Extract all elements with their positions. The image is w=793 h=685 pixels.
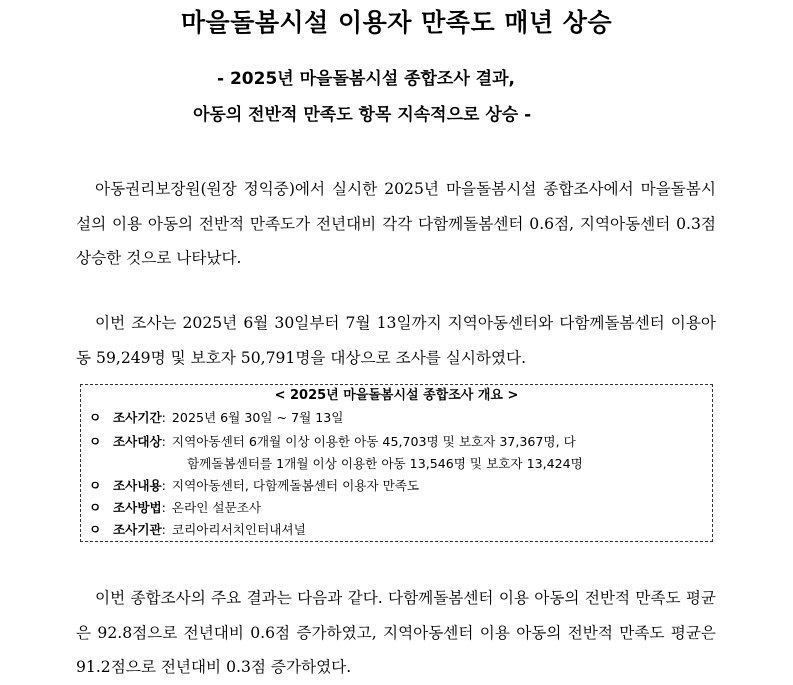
bullet-icon: ㅇ [89, 434, 102, 449]
body-paragraph-1: 아동권리보장원(원장 정익중)에서 실시한 2025년 마을돌봄시설 종합조사에서 마을돌봄시설의 이용 아동의 전반적 만족도가 전년대비 각각 다함께돌봄센터 0.6점, 지역아동센터 0.3점 상승한 것으로 나타났다. [76, 180, 716, 267]
overview-item-label: 조사방법 [113, 500, 162, 515]
bullet-icon: ㅇ [89, 522, 102, 537]
overview-item-target-continued: 함께돌봄센터를 1개월 이상 이용한 아동 13,546명 및 보호자 13,424명 [187, 456, 583, 471]
overview-item-value: 온라인 설문조사 [171, 500, 262, 515]
bullet-icon: ㅇ [89, 500, 102, 515]
overview-item-label: 조사기간 [113, 410, 162, 425]
overview-item-value: 지역아동센터 6개월 이상 이용한 아동 45,703명 및 보호자 37,367명, 다 [171, 434, 576, 449]
bullet-icon: ㅇ [89, 478, 102, 493]
bullet-icon: ㅇ [89, 410, 102, 425]
overview-item-content: ㅇ 조사내용: 지역아동센터, 다함께돌봄센터 이용자 만족도 [89, 475, 419, 496]
overview-item-method: ㅇ 조사방법: 온라인 설문조사 [89, 497, 261, 518]
page-title: 마을돌봄시설 이용자 만족도 매년 상승 [180, 8, 613, 37]
body-paragraph-3: 이번 종합조사의 주요 결과는 다음과 같다. 다함께돌봄센터 이용 아동의 전반적 만족도 평균은 92.8점으로 전년대비 0.6점 증가하였고, 지역아동센터 이용 아동의 전반적 만족도 평균은 91.2점으로 전년대비 0.3점 증가하였다. [76, 589, 716, 676]
overview-item-value: 코리아리서치인터내셔널 [171, 522, 306, 537]
subtitle-line-1: - 2025년 마을돌봄시설 종합조사 결과, [217, 69, 515, 89]
survey-overview-box [80, 384, 713, 542]
body-paragraph-2: 이번 조사는 2025년 6월 30일부터 7월 13일까지 지역아동센터와 다함께돌봄센터 이용아동 59,249명 및 보호자 50,791명을 대상으로 조사를 실시하였다. [76, 314, 716, 367]
overview-item-period: ㅇ 조사기간: 2025년 6월 30일 ~ 7월 13일 [89, 407, 343, 428]
overview-item-value: 2025년 6월 30일 ~ 7월 13일 [171, 410, 344, 425]
overview-box-title: < 2025년 마을돌봄시설 종합조사 개요 > [274, 388, 519, 403]
overview-item-target: ㅇ 조사대상: 지역아동센터 6개월 이상 이용한 아동 45,703명 및 보호자 37,367명, 다 [89, 431, 576, 452]
overview-item-agency: ㅇ 조사기관: 코리아리서치인터내셔널 [89, 519, 306, 540]
overview-item-label: 조사대상 [113, 434, 162, 449]
overview-item-label: 조사기관 [113, 522, 162, 537]
subtitle-line-2: 아동의 전반적 만족도 항목 지속적으로 상승 - [193, 105, 532, 125]
overview-item-value: 지역아동센터, 다함께돌봄센터 이용자 만족도 [171, 478, 420, 493]
overview-item-label: 조사내용 [113, 478, 162, 493]
